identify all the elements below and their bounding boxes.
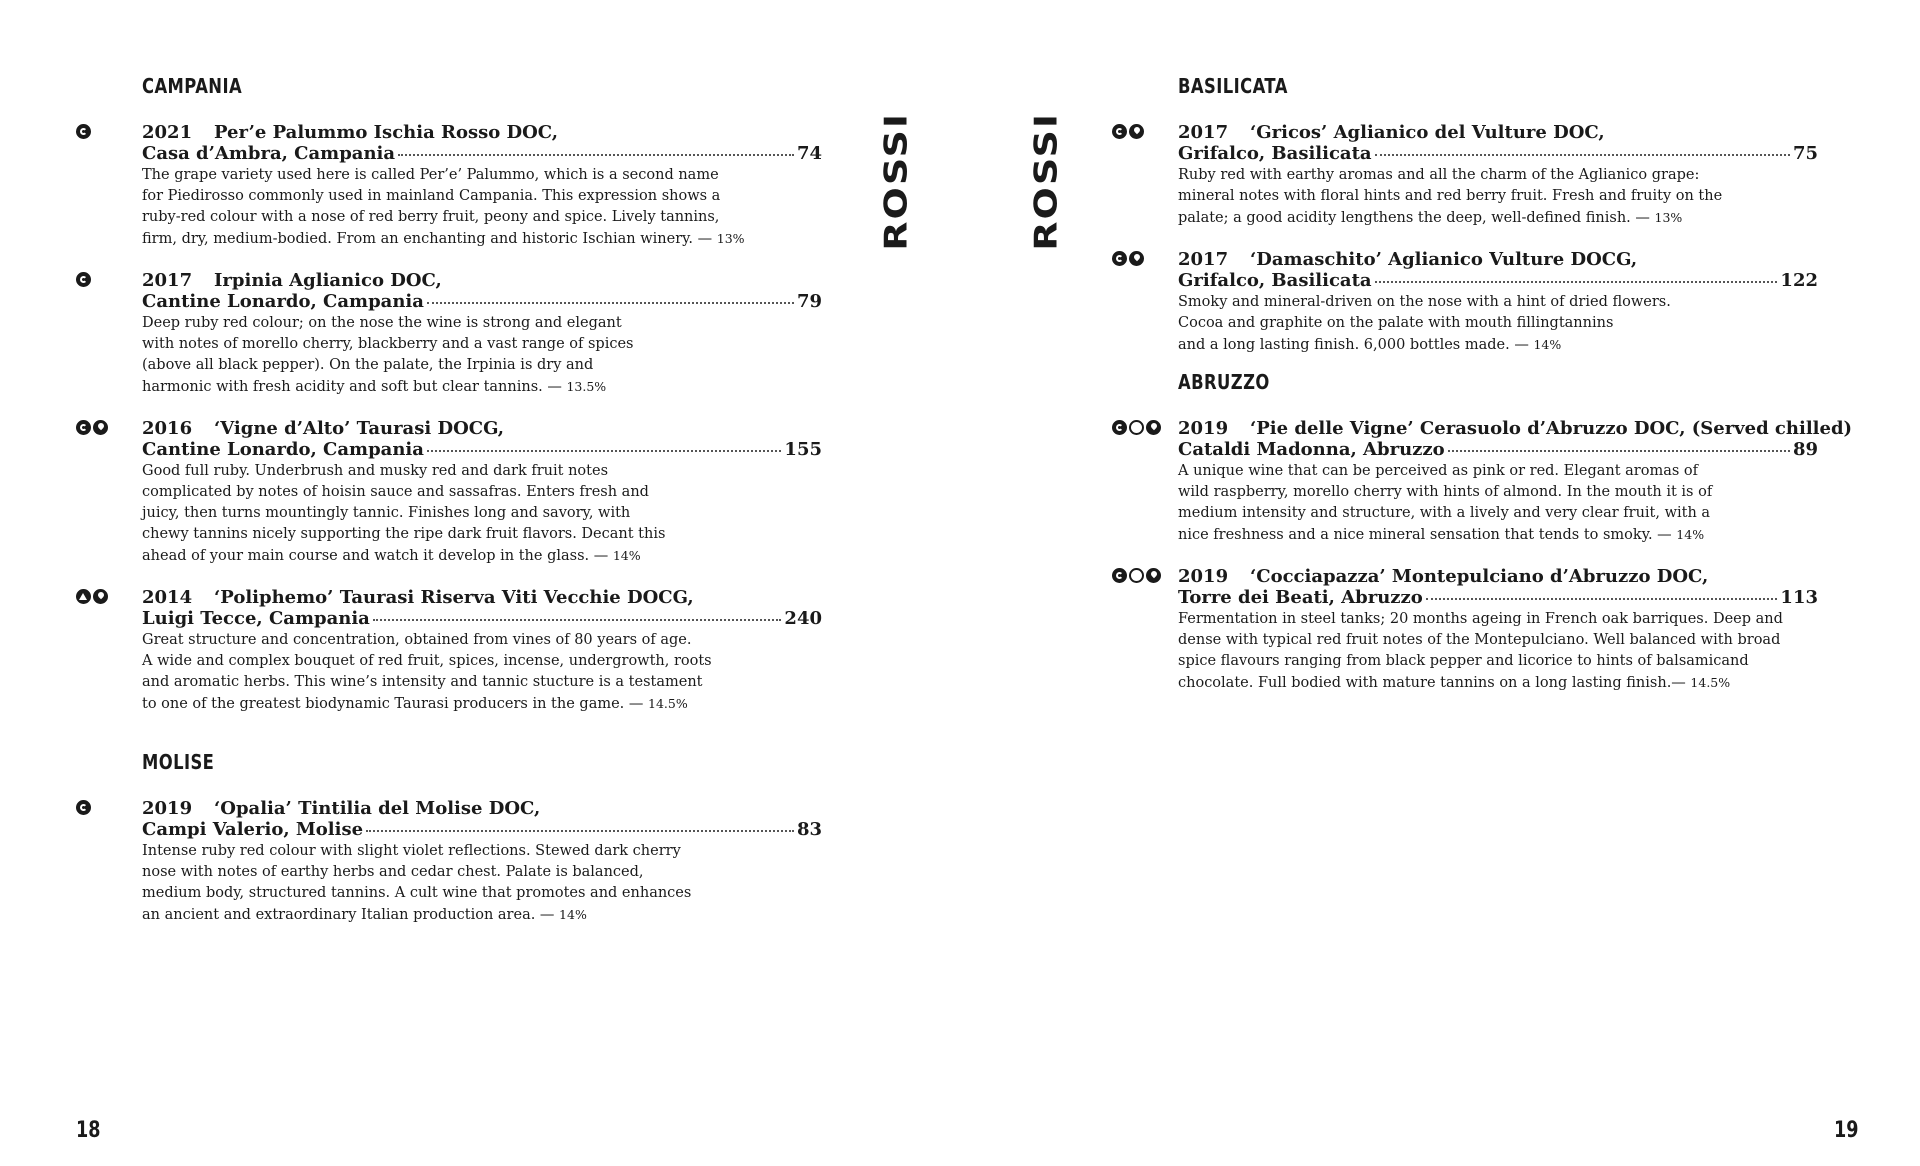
- biodynamic-icon: [1146, 568, 1161, 583]
- alcohol-percentage: 13.5%: [566, 379, 607, 394]
- region-heading-basilicata: BASILICATA: [1178, 74, 1288, 98]
- wine-entry: [1178, 566, 1818, 694]
- description-text: firm, dry, medium-bodied. From an enchanting and historic Ischian winery. —: [142, 231, 717, 247]
- description-line: [142, 693, 822, 715]
- alcohol-percentage: 14%: [1676, 527, 1705, 542]
- wine-producer-line: [142, 143, 822, 164]
- wine-producer: Grifalco, Basilicata: [1178, 270, 1372, 291]
- alcohol-percentage: 14.5%: [1690, 675, 1731, 690]
- wine-description: [142, 313, 822, 398]
- region-heading-molise: MOLISE: [142, 750, 215, 774]
- description-line: medium body, structured tannins. A cult wine that promotes and enhances: [142, 885, 692, 901]
- wine-producer: Cataldi Madonna, Abruzzo: [1178, 439, 1445, 460]
- wine-producer: Luigi Tecce, Campania: [142, 608, 370, 629]
- biodynamic-icon: [1129, 251, 1144, 266]
- dot-leader: [373, 618, 782, 621]
- description-text: ahead of your main course and watch it develop in the glass. —: [142, 548, 613, 564]
- wine-title-line: [142, 418, 822, 439]
- wine-description: [1178, 609, 1818, 694]
- dot-leader: [1426, 597, 1778, 600]
- description-line: [1178, 524, 1818, 546]
- wine-producer: Torre dei Beati, Abruzzo: [1178, 587, 1423, 608]
- organic-icon: [76, 420, 91, 435]
- description-text: nice freshness and a nice mineral sensation that tends to smoky. —: [1178, 527, 1677, 543]
- wine-title-line: [1178, 249, 1818, 270]
- description-line: A unique wine that can be perceived as pink or red. Elegant aromas of: [1178, 463, 1698, 479]
- alcohol-percentage: 14%: [559, 907, 587, 922]
- description-line: [1178, 207, 1818, 229]
- description-text: chocolate. Full bodied with mature tannins on a long lasting finish.—: [1178, 675, 1691, 691]
- dot-leader: [427, 301, 794, 304]
- wine-title-line: [142, 798, 822, 819]
- wine-year: 2019: [1178, 418, 1229, 439]
- wine-year: 2021: [142, 122, 193, 143]
- wine-icons: [76, 420, 108, 435]
- description-text: harmonic with fresh acidity and soft but clear tannins. —: [142, 379, 567, 395]
- alcohol-percentage: 13%: [1654, 210, 1683, 225]
- dot-leader: [1375, 153, 1790, 156]
- organic-icon: [1112, 124, 1127, 139]
- wine-title-line: [142, 587, 822, 608]
- wine-entry: [142, 798, 822, 926]
- description-text: and a long lasting finish. 6,000 bottles made. —: [1178, 337, 1534, 353]
- description-line: [142, 545, 822, 567]
- biodynamic-icon: [93, 589, 108, 604]
- description-line: Cocoa and graphite on the palate with mouth fillingtannins: [1178, 315, 1614, 331]
- wine-producer-line: [1178, 143, 1818, 164]
- dot-leader: [1448, 449, 1790, 452]
- wine-title-line: [142, 122, 822, 143]
- wine-icons: [76, 589, 108, 604]
- wine-icons: [1112, 251, 1144, 266]
- dot-leader: [366, 829, 794, 832]
- wine-producer-line: [142, 608, 822, 629]
- biodynamic-icon: [1146, 420, 1161, 435]
- wine-name: ‘Poliphemo’ Taurasi Riserva Viti Vecchie DOCG,: [214, 587, 694, 608]
- wine-icons: [76, 124, 91, 139]
- wine-description: [1178, 461, 1818, 546]
- description-line: juicy, then turns mountingly tannic. Finishes long and savory, with: [142, 505, 631, 521]
- wine-description: [1178, 165, 1818, 229]
- wine-year: 2017: [1178, 249, 1229, 270]
- wine-producer: Casa d’Ambra, Campania: [142, 143, 396, 164]
- wine-producer: Cantine Lonardo, Campania: [142, 291, 424, 312]
- side-title-rossi-right: ROSSI: [1027, 112, 1065, 251]
- description-line: The grape variety used here is called Per’e’ Palummo, which is a second name: [142, 167, 719, 183]
- wine-description: [142, 841, 822, 926]
- description-line: [1178, 334, 1818, 356]
- wine-name: Irpinia Aglianico DOC,: [214, 270, 442, 291]
- wine-entry: [1178, 122, 1818, 229]
- description-line: with notes of morello cherry, blackberry and a vast range of spices: [142, 336, 634, 352]
- wine-producer-line: [1178, 587, 1818, 608]
- wine-producer-line: [142, 439, 822, 460]
- alcohol-percentage: 13%: [716, 231, 745, 246]
- side-title-rossi-left: ROSSI: [877, 112, 915, 251]
- wine-entry: [142, 270, 822, 398]
- wine-name: ‘Cocciapazza’ Montepulciano d’Abruzzo DOC,: [1250, 566, 1709, 587]
- description-line: Good full ruby. Underbrush and musky red and dark fruit notes: [142, 463, 609, 479]
- wine-icons: [76, 800, 91, 815]
- description-line: [142, 228, 822, 250]
- wine-entry: [142, 587, 822, 715]
- wine-producer-line: [1178, 270, 1818, 291]
- description-line: [142, 904, 822, 926]
- wine-title-line: [1178, 566, 1818, 587]
- wine-price: 79: [796, 291, 822, 312]
- mountain-icon: [76, 589, 91, 604]
- organic-icon: [76, 272, 91, 287]
- natural-icon: [1129, 568, 1144, 583]
- wine-producer-line: [142, 291, 822, 312]
- description-line: Great structure and concentration, obtained from vines of 80 years of age.: [142, 632, 692, 648]
- wine-entry: [1178, 249, 1818, 356]
- wine-description: [142, 165, 822, 250]
- wine-description: [1178, 292, 1818, 356]
- wine-name: ‘Gricos’ Aglianico del Vulture DOC,: [1250, 122, 1605, 143]
- organic-icon: [1112, 568, 1127, 583]
- description-line: [1178, 672, 1818, 694]
- page-number-right: 19: [1834, 1118, 1859, 1143]
- wine-year: 2017: [1178, 122, 1229, 143]
- right-page: [960, 0, 1920, 1166]
- description-text: to one of the greatest biodynamic Taurasi producers in the game. —: [142, 696, 648, 712]
- wine-year: 2019: [142, 798, 193, 819]
- wine-price: 240: [784, 608, 822, 629]
- description-line: chewy tannins nicely supporting the ripe dark fruit flavors. Decant this: [142, 526, 666, 542]
- region-heading-campania: CAMPANIA: [142, 74, 243, 98]
- dot-leader: [398, 153, 794, 156]
- description-line: A wide and complex bouquet of red fruit, spices, incense, undergrowth, roots: [142, 653, 712, 669]
- wine-price: 89: [1792, 439, 1818, 460]
- organic-icon: [1112, 420, 1127, 435]
- description-line: mineral notes with floral hints and red berry fruit. Fresh and fruity on the: [1178, 188, 1723, 204]
- description-line: Deep ruby red colour; on the nose the wine is strong and elegant: [142, 315, 622, 331]
- wine-name: ‘Pie delle Vigne’ Cerasuolo d’Abruzzo DOC, (Served chilled): [1250, 418, 1853, 439]
- description-line: medium intensity and structure, with a lively and very clear fruit, with a: [1178, 505, 1711, 521]
- description-line: nose with notes of earthy herbs and cedar chest. Palate is balanced,: [142, 864, 644, 880]
- wine-year: 2014: [142, 587, 193, 608]
- wine-title-line: [1178, 418, 1853, 439]
- wine-title-line: [142, 270, 822, 291]
- biodynamic-icon: [93, 420, 108, 435]
- wine-name: ‘Damaschito’ Aglianico Vulture DOCG,: [1250, 249, 1638, 270]
- description-line: and aromatic herbs. This wine’s intensity and tannic stucture is a testament: [142, 674, 703, 690]
- wine-price: 122: [1780, 270, 1818, 291]
- wine-year: 2016: [142, 418, 193, 439]
- wine-producer: Grifalco, Basilicata: [1178, 143, 1372, 164]
- wine-entry: [1178, 418, 1853, 546]
- description-line: Ruby red with earthy aromas and all the charm of the Aglianico grape:: [1178, 167, 1700, 183]
- wine-name: Per’e Palummo Ischia Rosso DOC,: [214, 122, 559, 143]
- wine-price: 74: [796, 143, 822, 164]
- organic-icon: [76, 124, 91, 139]
- description-text: palate; a good acidity lengthens the deep, well-defined finish. —: [1178, 210, 1655, 226]
- wine-entry: [142, 418, 822, 567]
- organic-icon: [1112, 251, 1127, 266]
- alcohol-percentage: 14.5%: [648, 696, 688, 711]
- description-line: (above all black pepper). On the palate, the Irpinia is dry and: [142, 357, 594, 373]
- wine-description: [142, 630, 822, 715]
- wine-icons: [1112, 420, 1161, 435]
- alcohol-percentage: 14%: [1533, 337, 1562, 352]
- wine-description: [142, 461, 822, 567]
- biodynamic-icon: [1129, 124, 1144, 139]
- description-text: an ancient and extraordinary Italian production area. —: [142, 907, 560, 923]
- natural-icon: [1129, 420, 1144, 435]
- region-heading-abruzzo: ABRUZZO: [1178, 370, 1270, 394]
- wine-entry: [142, 122, 822, 250]
- wine-icons: [1112, 124, 1144, 139]
- description-line: for Piedirosso commonly used in mainland Campania. This expression shows a: [142, 188, 721, 204]
- description-line: dense with typical red fruit notes of the Montepulciano. Well balanced with broad: [1178, 632, 1781, 648]
- description-line: Smoky and mineral-driven on the nose with a hint of dried flowers.: [1178, 294, 1671, 310]
- wine-icons: [1112, 568, 1161, 583]
- wine-producer: Cantine Lonardo, Campania: [142, 439, 424, 460]
- wine-title-line: [1178, 122, 1818, 143]
- wine-year: 2019: [1178, 566, 1229, 587]
- wine-icons: [76, 272, 91, 287]
- wine-producer-line: [142, 819, 822, 840]
- description-line: Intense ruby red colour with slight violet reflections. Stewed dark cherry: [142, 843, 681, 859]
- dot-leader: [427, 449, 781, 452]
- wine-producer-line: [1178, 439, 1818, 460]
- wine-producer: Campi Valerio, Molise: [142, 819, 364, 840]
- description-line: [142, 376, 822, 398]
- description-line: complicated by notes of hoisin sauce and sassafras. Enters fresh and: [142, 484, 649, 500]
- alcohol-percentage: 14%: [612, 548, 641, 563]
- wine-price: 83: [796, 819, 822, 840]
- wine-name: ‘Opalia’ Tintilia del Molise DOC,: [214, 798, 541, 819]
- wine-year: 2017: [142, 270, 193, 291]
- description-line: spice flavours ranging from black pepper and licorice to hints of balsamicand: [1178, 653, 1749, 669]
- description-line: wild raspberry, morello cherry with hints of almond. In the mouth it is of: [1178, 484, 1713, 500]
- wine-price: 155: [784, 439, 822, 460]
- description-line: ruby-red colour with a nose of red berry fruit, peony and spice. Lively tannins,: [142, 209, 720, 225]
- description-line: Fermentation in steel tanks; 20 months ageing in French oak barriques. Deep and: [1178, 611, 1783, 627]
- dot-leader: [1375, 280, 1778, 283]
- wine-name: ‘Vigne d’Alto’ Taurasi DOCG,: [214, 418, 505, 439]
- page-number-left: 18: [76, 1118, 101, 1143]
- wine-price: 113: [1780, 587, 1818, 608]
- wine-price: 75: [1792, 143, 1818, 164]
- organic-icon: [76, 800, 91, 815]
